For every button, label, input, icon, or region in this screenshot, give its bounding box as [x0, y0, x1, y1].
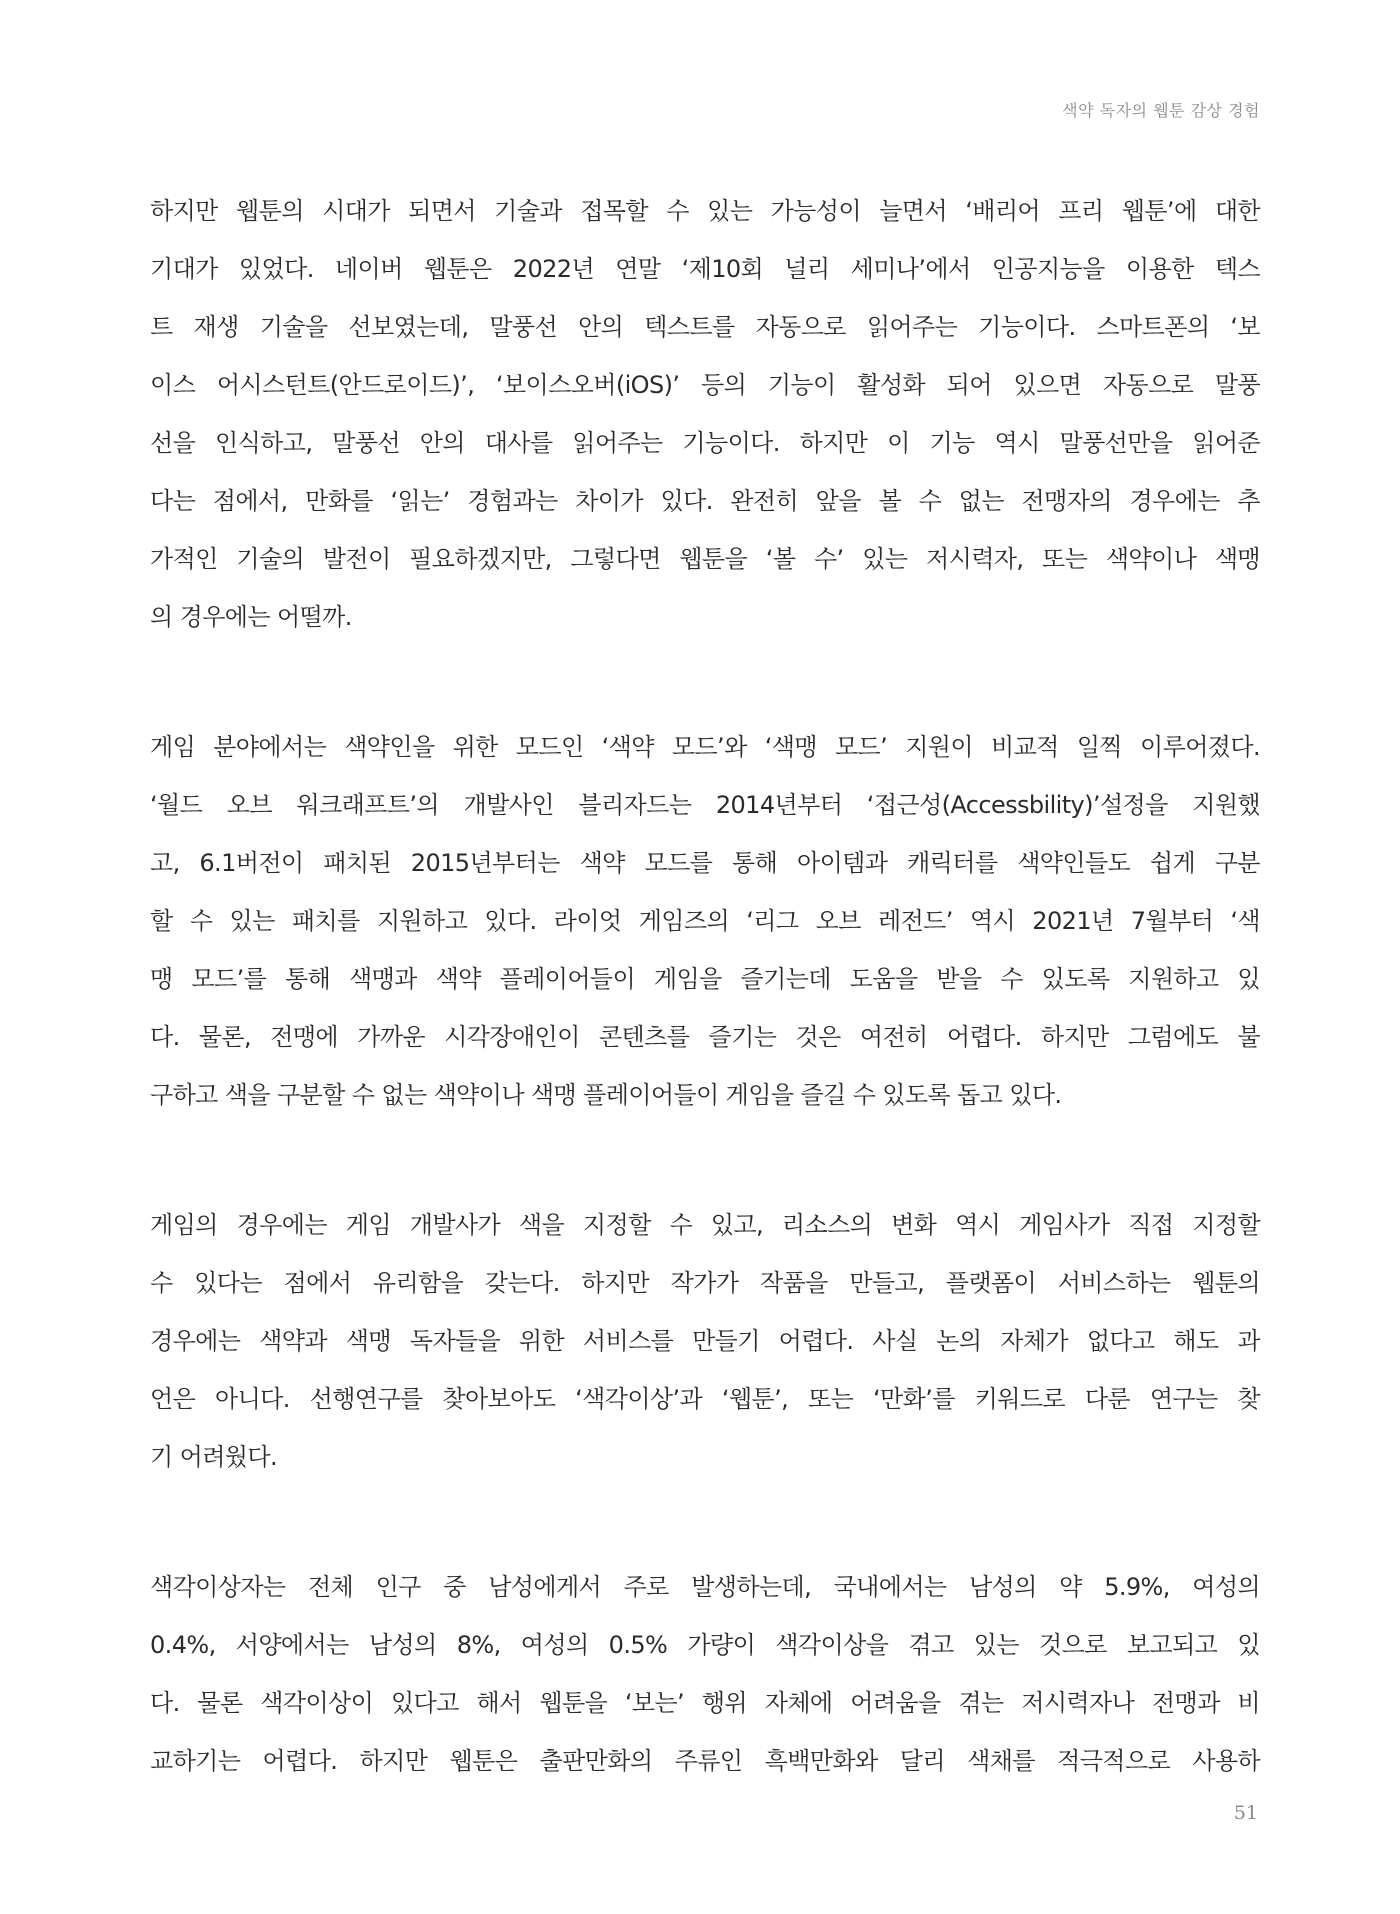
text-line: 할 수 있는 패치를 지원하고 있다. 라이엇 게임즈의 ‘리그 오브 레전드’ 역시 2021년 7월부터 ‘색	[150, 907, 1260, 935]
text-line: 트 재생 기술을 선보였는데, 말풍선 안의 텍스트를 자동으로 읽어주는 기능이다. 스마트폰의 ‘보	[150, 313, 1260, 341]
running-header-title: 색약 독자의 웹툰 감상 경험	[1062, 101, 1260, 120]
text-line: 고, 6.1버전이 패치된 2015년부터는 색약 모드를 통해 아이템과 캐릭터를 색약인들도 쉽게 구분	[150, 849, 1260, 877]
text-line: 의 경우에는 어떨까.	[150, 603, 352, 631]
paragraph-3	[150, 1196, 1260, 1486]
text-line: 구하고 색을 구분할 수 없는 색약이나 색맹 플레이어들이 게임을 즐길 수 있도록 돕고 있다.	[150, 1081, 1062, 1109]
paragraph-1	[150, 182, 1260, 646]
text-line: 다. 물론 색각이상이 있다고 해서 웹툰을 ‘보는’ 행위 자체에 어려움을 겪는 저시력자나 전맹과 비	[150, 1689, 1260, 1717]
page-number: 51	[1233, 1802, 1258, 1824]
text-line: 이스 어시스턴트(안드로이드)’, ‘보이스오버(iOS)’ 등의 기능이 활성화 되어 있으면 자동으로 말풍	[150, 371, 1260, 399]
text-line: 색각이상자는 전체 인구 중 남성에게서 주로 발생하는데, 국내에서는 남성의 약 5.9%, 여성의	[150, 1573, 1260, 1601]
text-line: 기 어려웠다.	[150, 1443, 277, 1471]
text-line: 게임 분야에서는 색약인을 위한 모드인 ‘색약 모드’와 ‘색맹 모드’ 지원이 비교적 일찍 이루어졌다.	[150, 733, 1260, 761]
paragraph-2	[150, 718, 1260, 1124]
text-line: 수 있다는 점에서 유리함을 갖는다. 하지만 작가가 작품을 만들고, 플랫폼이 서비스하는 웹툰의	[150, 1269, 1260, 1297]
text-line: 0.4%, 서양에서는 남성의 8%, 여성의 0.5% 가량이 색각이상을 겪고 있는 것으로 보고되고 있	[150, 1631, 1260, 1659]
text-line: 하지만 웹툰의 시대가 되면서 기술과 접목할 수 있는 가능성이 늘면서 ‘배리어 프리 웹툰’에 대한	[150, 197, 1260, 225]
text-line: 다. 물론, 전맹에 가까운 시각장애인이 콘텐츠를 즐기는 것은 여전히 어렵다. 하지만 그럼에도 불	[150, 1023, 1260, 1051]
text-line: 맹 모드’를 통해 색맹과 색약 플레이어들이 게임을 즐기는데 도움을 받을 수 있도록 지원하고 있	[150, 965, 1260, 993]
text-line: 경우에는 색약과 색맹 독자들을 위한 서비스를 만들기 어렵다. 사실 논의 자체가 없다고 해도 과	[150, 1327, 1260, 1355]
text-line: 교하기는 어렵다. 하지만 웹툰은 출판만화의 주류인 흑백만화와 달리 색채를 적극적으로 사용하	[150, 1747, 1260, 1775]
text-line: 선을 인식하고, 말풍선 안의 대사를 읽어주는 기능이다. 하지만 이 기능 역시 말풍선만을 읽어준	[150, 429, 1260, 457]
text-line: 게임의 경우에는 게임 개발사가 색을 지정할 수 있고, 리소스의 변화 역시 게임사가 직접 지정할	[150, 1211, 1260, 1239]
paragraph-4	[150, 1558, 1260, 1790]
text-line: ‘월드 오브 워크래프트’의 개발사인 블리자드는 2014년부터 ‘접근성(Accessbility)’설정을 지원했	[150, 791, 1260, 819]
body-text	[150, 182, 1260, 1862]
text-line: 언은 아니다. 선행연구를 찾아보아도 ‘색각이상’과 ‘웹툰’, 또는 ‘만화’를 키워드로 다룬 연구는 찾	[150, 1385, 1260, 1413]
text-line: 다는 점에서, 만화를 ‘읽는’ 경험과는 차이가 있다. 완전히 앞을 볼 수 없는 전맹자의 경우에는 추	[150, 487, 1260, 515]
text-line: 기대가 있었다. 네이버 웹툰은 2022년 연말 ‘제10회 널리 세미나’에서 인공지능을 이용한 텍스	[150, 255, 1260, 283]
text-line: 가적인 기술의 발전이 필요하겠지만, 그렇다면 웹툰을 ‘볼 수’ 있는 저시력자, 또는 색약이나 색맹	[150, 545, 1260, 573]
